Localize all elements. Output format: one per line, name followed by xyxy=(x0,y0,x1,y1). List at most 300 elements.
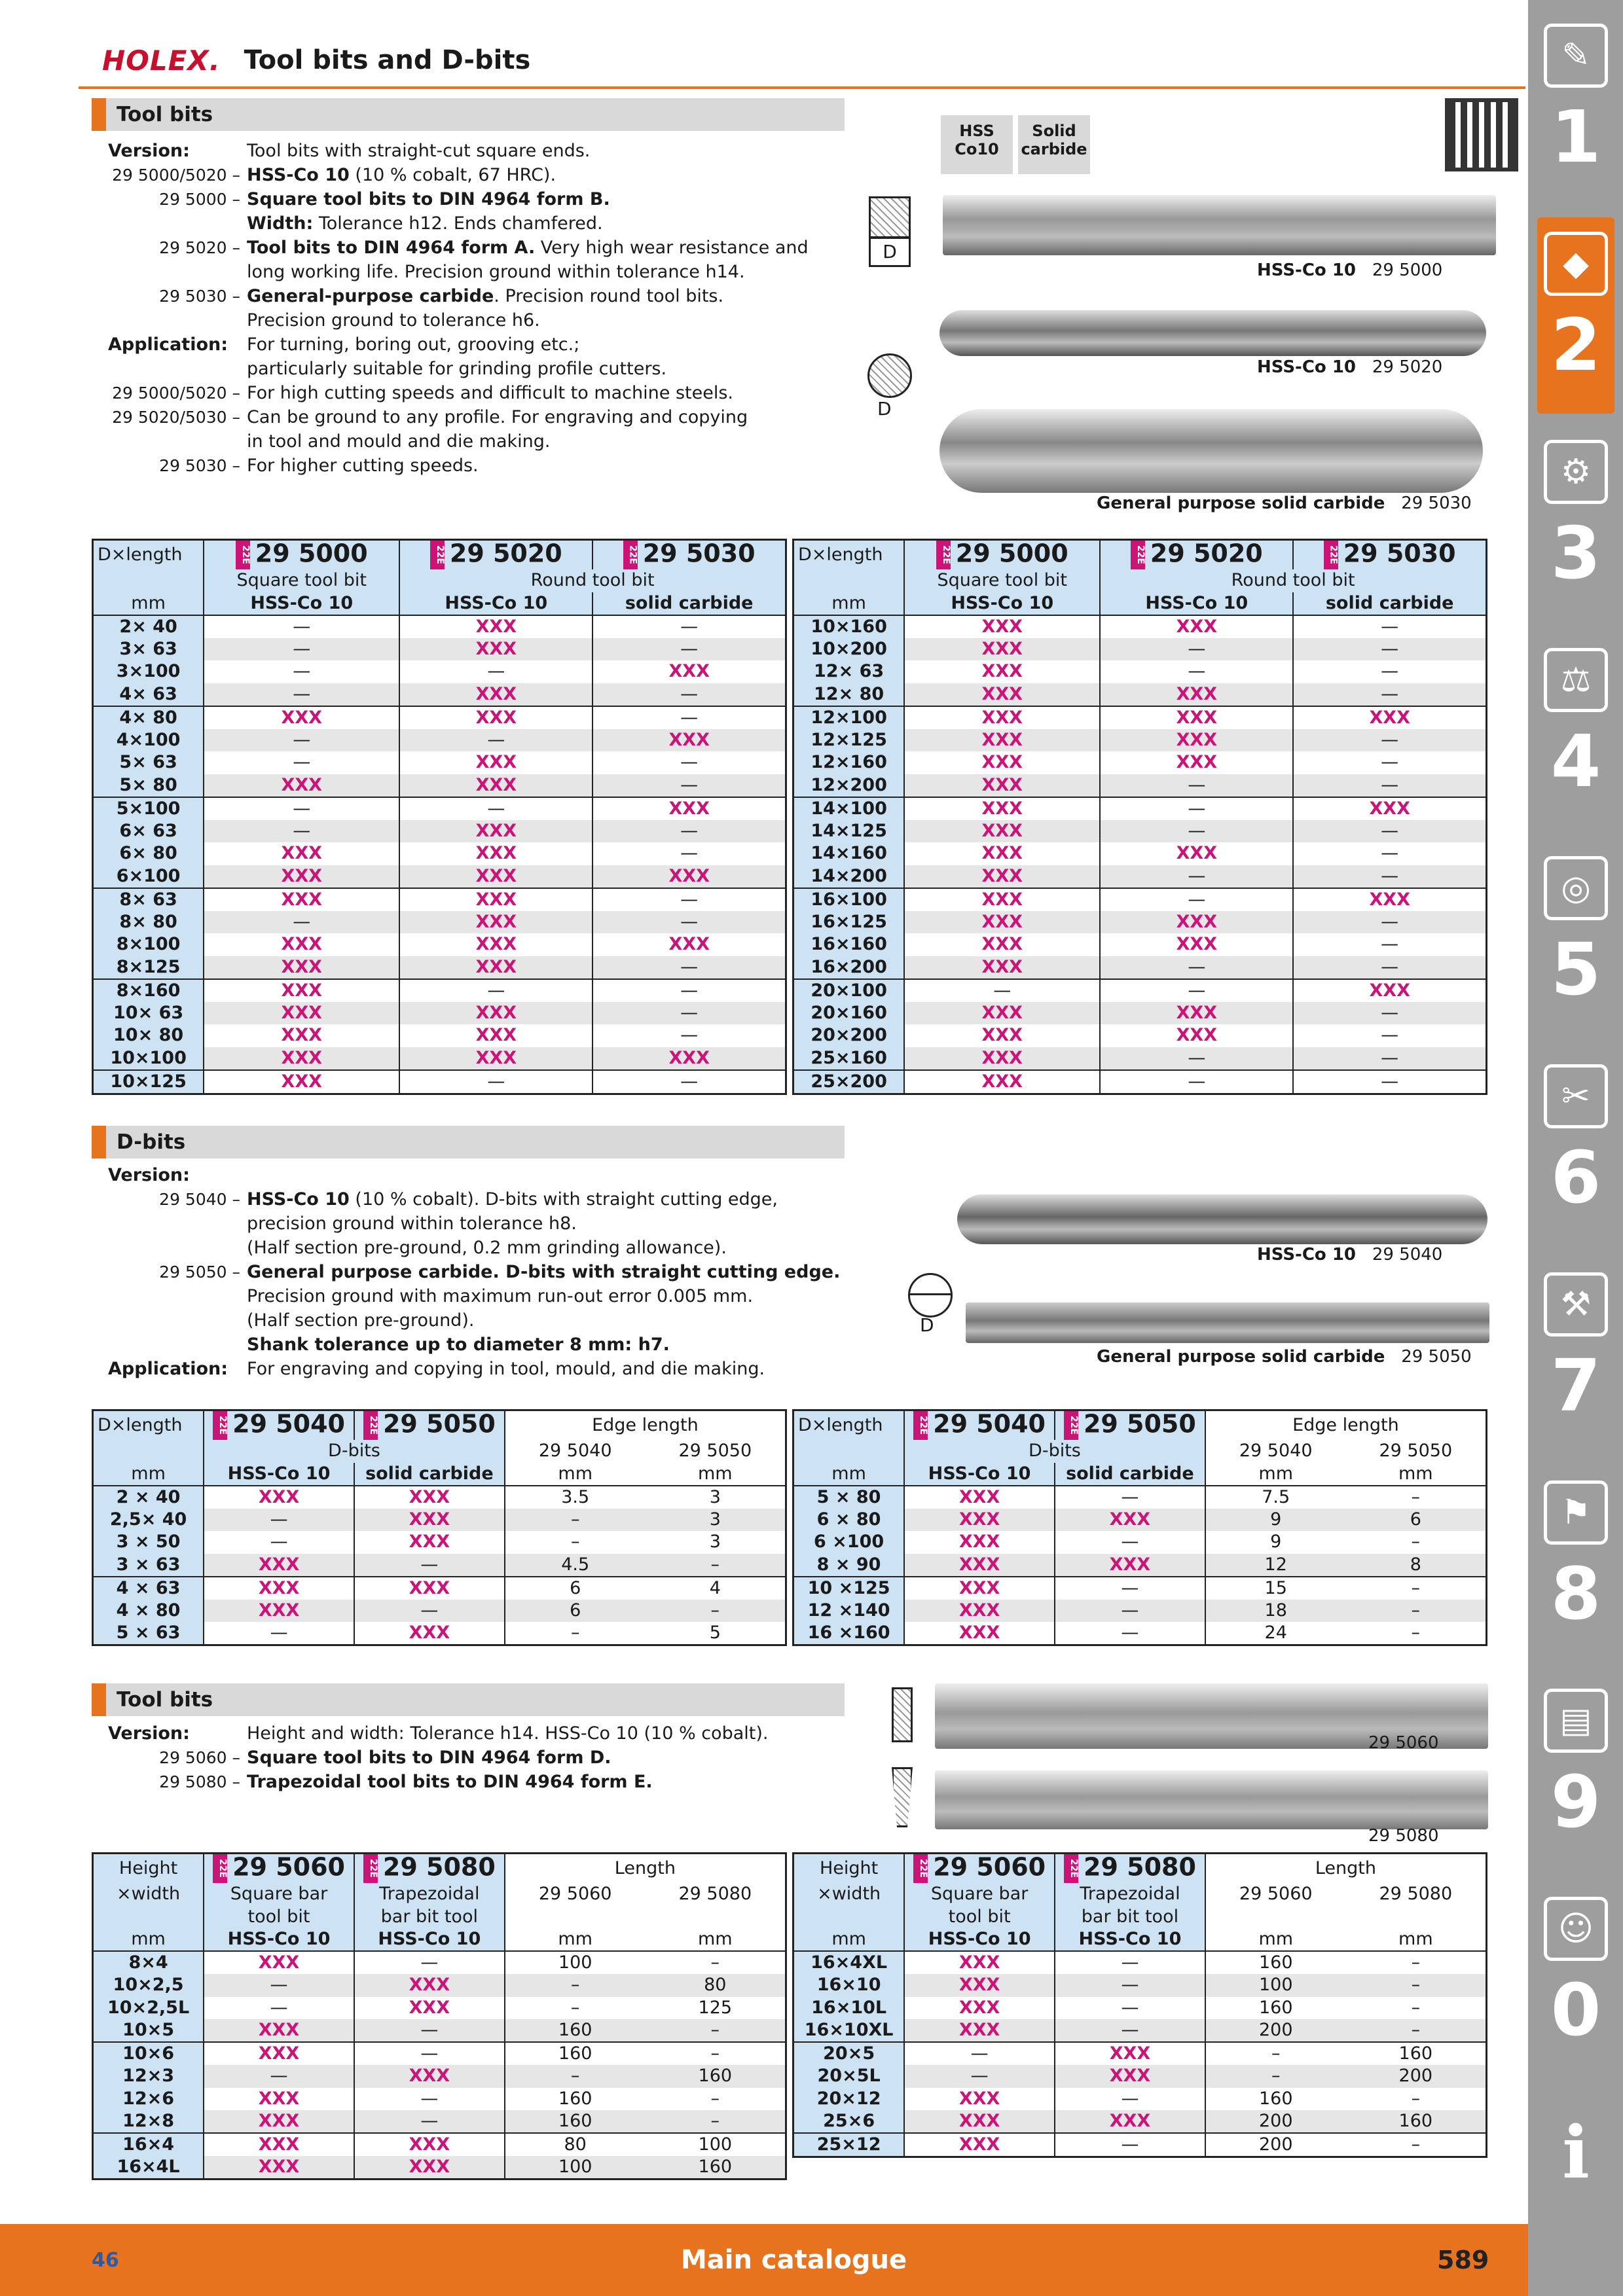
header-29-5020: 22E 29 5020 xyxy=(1100,540,1293,570)
image-trapezoidal-bar xyxy=(935,1770,1488,1829)
dimension-cell: 5 × 63 xyxy=(93,1622,204,1645)
table-cell: XXX xyxy=(904,1554,1055,1577)
table-cell: — xyxy=(399,660,593,683)
table-cell: XXX xyxy=(904,865,1100,888)
table-cell: XXX xyxy=(904,2088,1055,2111)
header-width: ×width xyxy=(93,1883,204,1906)
table-cell: XXX xyxy=(204,2019,354,2042)
header-29-5060: 22E 29 5060 xyxy=(904,1854,1055,1884)
table-cell: — xyxy=(1100,1070,1293,1094)
table-cell: XXX xyxy=(1100,751,1293,774)
table-cell: XXX xyxy=(904,797,1100,820)
square-profile-label: D xyxy=(869,237,911,267)
dimension-cell: 14×100 xyxy=(793,797,905,820)
table-cell: — xyxy=(1293,1070,1486,1094)
table-row xyxy=(793,751,1487,774)
edge-1: 29 5040 xyxy=(505,1440,646,1463)
dimension-cell: 16×200 xyxy=(793,956,905,979)
header-29-5080: 22E 29 5080 xyxy=(354,1854,505,1884)
table-cell: — xyxy=(204,1531,354,1554)
table-cell: XXX xyxy=(1100,842,1293,865)
table-cell: — xyxy=(1100,1047,1293,1070)
table-row xyxy=(93,933,786,956)
table-cell: XXX xyxy=(399,751,593,774)
table-row xyxy=(93,1002,786,1025)
table-cell: — xyxy=(593,1070,786,1094)
chapter-tab-4[interactable] xyxy=(1537,634,1614,830)
tool-bits-description xyxy=(108,139,861,478)
dimension-cell: 10×100 xyxy=(93,1047,204,1070)
table-row xyxy=(93,1531,786,1554)
table-cell: XXX xyxy=(354,1577,505,1600)
table-cell: XXX xyxy=(204,933,399,956)
dimension-cell: 8 × 90 xyxy=(793,1554,905,1577)
table-cell: 80 xyxy=(646,1974,786,1997)
table-row xyxy=(93,1509,786,1532)
table-cell: XXX xyxy=(1100,933,1293,956)
line-text: in tool and mould and die making. xyxy=(247,431,551,452)
table-cell: — xyxy=(904,2065,1055,2088)
table-cell: XXX xyxy=(904,1531,1055,1554)
table-cell: – xyxy=(1346,2019,1487,2042)
subheader-square: Square bar xyxy=(204,1883,354,1906)
table-cell: — xyxy=(593,706,786,729)
wrench-icon: ✂ xyxy=(1544,1064,1608,1128)
table-cell: XXX xyxy=(1100,911,1293,934)
table-row xyxy=(793,797,1487,820)
pliers-icon: ⚒ xyxy=(1544,1272,1608,1336)
header-mm: mm xyxy=(793,1928,905,1951)
table-row xyxy=(793,1600,1487,1623)
dimension-cell: 12×8 xyxy=(93,2110,204,2133)
header-29-5000: 22E 29 5000 xyxy=(904,540,1100,570)
table-cell: XXX xyxy=(354,1486,505,1509)
header-dim: D×length xyxy=(93,1410,204,1441)
line-text: For high cutting speeds and difficult to machine steels. xyxy=(247,383,733,403)
line-code xyxy=(108,429,247,454)
dimension-cell: 14×160 xyxy=(793,842,905,865)
table-row xyxy=(793,1622,1487,1645)
dimension-cell: 12×125 xyxy=(793,729,905,752)
table-cell: – xyxy=(1346,1997,1487,2020)
material-2: HSS-Co 10 xyxy=(1100,592,1293,615)
dimension-cell: 10×160 xyxy=(793,615,905,638)
table-cell: 160 xyxy=(1205,1951,1346,1974)
caption-29-5080: 29 5080 xyxy=(1368,1826,1439,1846)
subheader-dbits: D-bits xyxy=(204,1440,505,1463)
image-carbide-tool-bit xyxy=(939,409,1483,493)
table-cell: XXX xyxy=(904,1002,1100,1025)
table-cell: — xyxy=(399,729,593,752)
table-cell: XXX xyxy=(204,2088,354,2111)
dimension-cell: 16×10 xyxy=(793,1974,905,1997)
table-row xyxy=(93,2042,786,2065)
dimension-cell: 10×2,5L xyxy=(93,1997,204,2020)
line-code xyxy=(108,1284,247,1308)
header-29-5000: 22E 29 5000 xyxy=(204,540,399,570)
table-row xyxy=(793,1577,1487,1600)
table-cell: XXX xyxy=(354,1531,505,1554)
line-text: long working life. Precision ground within tolerance h14. xyxy=(247,262,745,282)
dimension-cell: 4× 63 xyxy=(93,683,204,706)
table-cell: — xyxy=(1293,751,1486,774)
line-label: Version: xyxy=(108,1723,190,1744)
table-cell: XXX xyxy=(399,706,593,729)
len-mm-1: mm xyxy=(505,1928,646,1951)
chapter-tab-8[interactable] xyxy=(1537,1466,1614,1662)
table-cell: 8 xyxy=(1346,1554,1487,1577)
chapter-number: 2 xyxy=(1550,303,1601,387)
table-row xyxy=(793,729,1487,752)
table-row xyxy=(93,638,786,661)
table-row xyxy=(793,888,1487,911)
chapter-tab-0[interactable] xyxy=(1537,1882,1614,2079)
table-cell: XXX xyxy=(399,1002,593,1025)
table-cell: — xyxy=(1055,1600,1205,1623)
table-cell: XXX xyxy=(904,1509,1055,1532)
table-cell: XXX xyxy=(204,979,399,1002)
text-line xyxy=(108,187,861,211)
table-cell: – xyxy=(1205,2042,1346,2065)
square-profile-icon xyxy=(869,196,911,238)
tool-bits-2-description xyxy=(108,1721,894,1794)
table-row xyxy=(93,2088,786,2111)
dimension-cell: 16 ×160 xyxy=(793,1622,905,1645)
header-29-5040: 22E 29 5040 xyxy=(204,1410,354,1441)
table-cell: — xyxy=(1100,865,1293,888)
table-cell: 9 xyxy=(1205,1531,1346,1554)
table-cell: XXX xyxy=(1055,1554,1205,1577)
table-cell: — xyxy=(1055,1531,1205,1554)
table-cell: XXX xyxy=(904,660,1100,683)
table-d-bits-left xyxy=(92,1409,787,1646)
table-cell: — xyxy=(593,842,786,865)
table-cell: – xyxy=(646,1951,786,1974)
line-code: 29 5030 – xyxy=(159,287,240,306)
chapter-tab-1[interactable] xyxy=(1537,9,1614,206)
table-row xyxy=(793,1486,1487,1509)
chapter-tab-5[interactable] xyxy=(1537,842,1614,1038)
line-label: Application: xyxy=(108,1359,228,1379)
material-3: solid carbide xyxy=(593,592,786,615)
edge-mm-1: mm xyxy=(505,1463,646,1486)
dimension-cell: 5 × 80 xyxy=(793,1486,905,1509)
table-cell: — xyxy=(1293,933,1486,956)
chapter-tab-2[interactable] xyxy=(1537,217,1614,414)
page-footer xyxy=(0,2224,1528,2296)
dimension-cell: 6×100 xyxy=(93,865,204,888)
header-length: Length xyxy=(1205,1854,1487,1884)
chapter-number: 5 xyxy=(1550,927,1601,1011)
table-row xyxy=(93,797,786,820)
caption-29-5000: HSS-Co 10 29 5000 xyxy=(1257,260,1443,280)
table-cell: — xyxy=(354,1951,505,1974)
table-cell: 5 xyxy=(646,1622,786,1645)
line-text: Can be ground to any profile. For engraving and copying xyxy=(247,407,748,427)
dimension-cell: 12×3 xyxy=(93,2065,204,2088)
line-code: 29 5000/5020 – xyxy=(112,166,240,185)
table-cell: — xyxy=(593,1002,786,1025)
line-text xyxy=(247,1163,894,1187)
table-cell: — xyxy=(593,683,786,706)
line-text: Precision ground to tolerance h6. xyxy=(247,310,540,331)
table-cell: XXX xyxy=(1055,1509,1205,1532)
text-line xyxy=(108,1163,894,1187)
chapter-tab-i[interactable] xyxy=(1537,2090,1614,2287)
table-cell: 100 xyxy=(505,1951,646,1974)
table-row xyxy=(93,683,786,706)
table-cell: XXX xyxy=(399,911,593,934)
dimension-cell: 8×100 xyxy=(93,933,204,956)
line-text: precision ground within tolerance h8. xyxy=(247,1213,577,1234)
line-text: HSS-Co 10 (10 % cobalt, 67 HRC). xyxy=(247,165,556,185)
dimension-cell: 12×200 xyxy=(793,774,905,797)
table-cell: XXX xyxy=(904,842,1100,865)
dimension-cell: 5× 80 xyxy=(93,774,204,797)
table-cell: 9 xyxy=(1205,1509,1346,1532)
table-row xyxy=(793,1974,1487,1997)
dimension-cell: 12×6 xyxy=(93,2088,204,2111)
table-cell: — xyxy=(1293,638,1486,661)
table-row xyxy=(793,2065,1487,2088)
tools-icon: ⚑ xyxy=(1544,1480,1608,1545)
dimension-cell: 3×100 xyxy=(93,660,204,683)
text-line xyxy=(108,357,861,381)
badge-carbide: Solid carbide xyxy=(1018,115,1090,174)
line-text: Square tool bits to DIN 4964 form D. xyxy=(247,1748,611,1768)
table-row xyxy=(793,865,1487,888)
table-cell: — xyxy=(593,911,786,934)
table-cell: 7.5 xyxy=(1205,1486,1346,1509)
chapter-tab-7[interactable] xyxy=(1537,1258,1614,1454)
table-cell: — xyxy=(593,820,786,843)
line-code xyxy=(108,1333,247,1357)
dimension-cell: 3× 63 xyxy=(93,638,204,661)
material-1: HSS-Co 10 xyxy=(204,1463,354,1486)
header-dim: D×length xyxy=(793,1410,905,1441)
dimension-cell: 20×12 xyxy=(793,2088,905,2111)
text-line xyxy=(108,308,861,332)
line-code: 29 5020/5030 – xyxy=(112,408,240,427)
line-code xyxy=(108,211,247,236)
table-cell: — xyxy=(1293,615,1486,638)
table-cell: — xyxy=(1293,1047,1486,1070)
table-cell: XXX xyxy=(593,933,786,956)
table-cell: XXX xyxy=(204,1002,399,1025)
table-row xyxy=(93,842,786,865)
table-cell: XXX xyxy=(399,1024,593,1047)
chapter-number: 8 xyxy=(1550,1552,1601,1636)
subheader-round: Round tool bit xyxy=(1100,569,1486,592)
table-cell: XXX xyxy=(904,1600,1055,1623)
table-cell: 3 xyxy=(646,1509,786,1532)
header-width: ×width xyxy=(793,1883,905,1906)
dimension-cell: 16×100 xyxy=(793,888,905,911)
dimension-cell: 25×200 xyxy=(793,1070,905,1094)
text-line xyxy=(108,429,861,454)
chapter-number: 1 xyxy=(1550,95,1601,179)
table-cell: XXX xyxy=(904,729,1100,752)
dimension-cell: 2× 40 xyxy=(93,615,204,638)
table-cell: XXX xyxy=(904,1951,1055,1974)
table-row xyxy=(93,660,786,683)
table-cell: XXX xyxy=(204,2156,354,2179)
table-cell: – xyxy=(646,2042,786,2065)
table-cell: – xyxy=(1346,1486,1487,1509)
table-cell: XXX xyxy=(904,706,1100,729)
table-cell: — xyxy=(1293,729,1486,752)
line-code: 29 5080 – xyxy=(159,1772,240,1791)
table-cell: XXX xyxy=(1055,2042,1205,2065)
table-cell: XXX xyxy=(204,842,399,865)
subheader-round: Round tool bit xyxy=(399,569,786,592)
header-length: Length xyxy=(505,1854,786,1884)
text-line xyxy=(108,405,861,429)
table-cell: XXX xyxy=(904,683,1100,706)
table-cell: XXX xyxy=(399,933,593,956)
table-row xyxy=(793,615,1487,638)
line-code xyxy=(108,1236,247,1260)
chapter-tab-6[interactable] xyxy=(1537,1050,1614,1246)
chapter-sidebar xyxy=(1528,0,1623,2296)
edge-mm-2: mm xyxy=(698,1463,733,1484)
table-row xyxy=(793,1951,1487,1974)
table-cell: 24 xyxy=(1205,1622,1346,1645)
line-code xyxy=(108,1211,247,1236)
table-row xyxy=(93,865,786,888)
saw-icon: ◎ xyxy=(1544,856,1608,920)
table-cell: — xyxy=(399,979,593,1002)
table-cell: — xyxy=(1100,820,1293,843)
table-tool-bits-2-left xyxy=(92,1852,787,2180)
table-cell: – xyxy=(646,2110,786,2133)
table-row xyxy=(93,1622,786,1645)
table-cell: – xyxy=(505,2065,646,2088)
line-code: 29 5000 – xyxy=(159,190,240,209)
table-cell: – xyxy=(1346,1577,1487,1600)
line-code xyxy=(108,308,247,332)
table-cell: — xyxy=(1293,956,1486,979)
table-row xyxy=(793,1554,1487,1577)
line-text: particularly suitable for grinding profile cutters. xyxy=(247,359,667,379)
table-row xyxy=(93,1577,786,1600)
header-29-5080: 22E 29 5080 xyxy=(1055,1854,1205,1884)
table-cell: XXX xyxy=(399,1047,593,1070)
table-cell: — xyxy=(904,979,1100,1002)
header-29-5060: 22E 29 5060 xyxy=(204,1854,354,1884)
text-line xyxy=(108,163,861,187)
table-cell: – xyxy=(505,1997,646,2020)
text-line xyxy=(108,1721,894,1746)
table-cell: — xyxy=(1293,1024,1486,1047)
dimension-cell: 4×100 xyxy=(93,729,204,752)
table-cell: XXX xyxy=(204,2110,354,2133)
chapter-tab-3[interactable] xyxy=(1537,425,1614,622)
table-cell: – xyxy=(1346,2133,1487,2157)
text-line xyxy=(108,454,861,478)
table-row xyxy=(93,2133,786,2156)
header-edge-length: Edge length xyxy=(1205,1410,1487,1441)
header-29-5020: 22E 29 5020 xyxy=(399,540,593,570)
table-cell: XXX xyxy=(904,751,1100,774)
line-text: HSS-Co 10 (10 % cobalt). D-bits with straight cutting edge, xyxy=(247,1189,778,1210)
dimension-cell: 10×200 xyxy=(793,638,905,661)
table-cell: — xyxy=(1055,1577,1205,1600)
table-row xyxy=(793,1531,1487,1554)
badge-hss: HSS Co10 xyxy=(941,115,1013,174)
table-cell: — xyxy=(204,820,399,843)
table-row xyxy=(793,706,1487,729)
table-cell: XXX xyxy=(904,2133,1055,2157)
chapter-number: i xyxy=(1562,2110,1590,2195)
header-29-5050: 22E 29 5050 xyxy=(354,1410,505,1441)
table-cell: XXX xyxy=(399,865,593,888)
table-cell: XXX xyxy=(904,638,1100,661)
chapter-tab-9[interactable] xyxy=(1537,1674,1614,1871)
table-cell: XXX xyxy=(593,1047,786,1070)
table-cell: 160 xyxy=(505,2110,646,2133)
table-row xyxy=(793,683,1487,706)
dimension-cell: 12×100 xyxy=(793,706,905,729)
table-cell: — xyxy=(1100,956,1293,979)
table-row xyxy=(793,1997,1487,2020)
table-cell: — xyxy=(399,797,593,820)
footer-left: 46 xyxy=(92,2248,119,2272)
table-cell: — xyxy=(1293,820,1486,843)
len-1: 29 5060 xyxy=(505,1883,646,1906)
table-tool-bits-2-right xyxy=(792,1852,1487,2158)
table-row xyxy=(793,1002,1487,1025)
table-row xyxy=(93,820,786,843)
line-code: 29 5050 – xyxy=(159,1263,240,1282)
text-line xyxy=(108,1187,894,1211)
round-profile-icon xyxy=(867,353,912,398)
line-text: For higher cutting speeds. xyxy=(247,456,479,476)
table-row xyxy=(793,933,1487,956)
table-cell: – xyxy=(1346,1531,1487,1554)
table-cell: — xyxy=(204,751,399,774)
table-cell: XXX xyxy=(354,1974,505,1997)
chuck-icon: ⚙ xyxy=(1544,440,1608,504)
cabinet-icon: ▤ xyxy=(1544,1689,1608,1753)
table-cell: 160 xyxy=(646,2156,786,2179)
dimension-cell: 12× 80 xyxy=(793,683,905,706)
table-d-bits-right xyxy=(792,1409,1487,1646)
line-code: 29 5020 – xyxy=(159,238,240,257)
line-text: Trapezoidal tool bits to DIN 4964 form E. xyxy=(247,1772,653,1792)
len-mm-1: mm xyxy=(1205,1928,1346,1951)
table-cell: — xyxy=(354,2042,505,2065)
table-cell: — xyxy=(204,615,399,638)
table-row xyxy=(93,1974,786,1997)
table-cell: — xyxy=(1055,1974,1205,1997)
table-cell: — xyxy=(354,1600,505,1623)
caption-29-5050: General purpose solid carbide 29 5050 xyxy=(1097,1347,1472,1367)
table-cell: XXX xyxy=(399,774,593,797)
table-cell: 4 xyxy=(646,1577,786,1600)
dimension-cell: 4 × 63 xyxy=(93,1577,204,1600)
table-cell: — xyxy=(1293,842,1486,865)
dimension-cell: 25×12 xyxy=(793,2133,905,2157)
table-cell: – xyxy=(646,1554,786,1577)
table-cell: 3.5 xyxy=(505,1486,646,1509)
edge-1: 29 5040 xyxy=(1205,1440,1346,1463)
table-cell: — xyxy=(1293,774,1486,797)
footer-right: 589 xyxy=(1437,2246,1489,2274)
table-cell: — xyxy=(1293,1002,1486,1025)
d-bits-description xyxy=(108,1163,894,1381)
table-cell: — xyxy=(354,1554,505,1577)
